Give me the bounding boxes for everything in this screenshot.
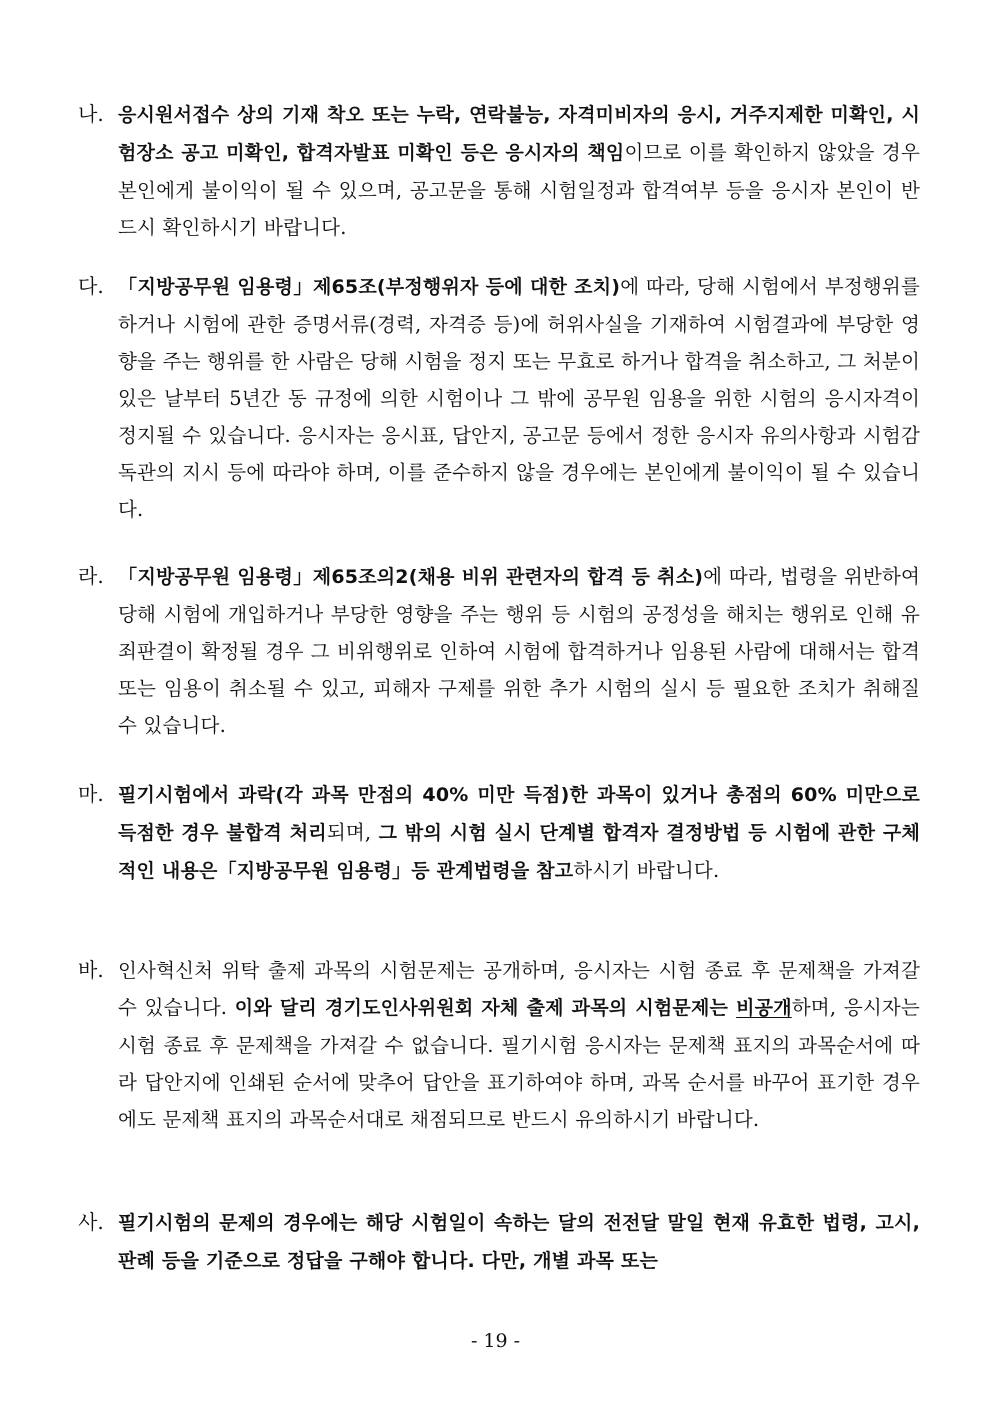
item-body bbox=[118, 558, 920, 744]
body-text: 하시기 바랍니다. bbox=[573, 859, 720, 882]
notice-item-ba bbox=[78, 952, 920, 1138]
body-text: 이므로 이를 확인하지 않았을 경우 본인에게 불이익이 될 수 있으며, 공고문을 통해 시험일정과 합격여부 등을 응시자 본인이 반드시 확인하시기 바랍니다. bbox=[118, 141, 920, 239]
bold-text: 그 밖의 시험 실시 단계별 합격자 결정방법 등 시험에 관한 구체적인 내용은「지방공무원 임용령」등 관계법령을 참고 bbox=[118, 822, 920, 882]
body-text: 에 따라, 법령을 위반하여 당해 시험에 개입하거나 부당한 영향을 주는 행위 등 시험의 공정성을 해치는 행위로 인해 유죄판결이 확정될 경우 그 비위행위로 인하여 시험에 합격하거나 임용된 사람에 대해서는 합격 또는 임용이 취소될 수 있고, 피해자 구제를 위한 추가 시험의 실시 등 필요한 조치가 취해질 수 있습니다. bbox=[118, 565, 920, 737]
notice-item-ra bbox=[78, 558, 920, 744]
bold-text: 필기시험의 문제의 경우에는 해당 시험일이 속하는 달의 전전달 말일 현재 유효한 법령, 고시, 판례 등을 기준으로 정답을 구해야 합니다. 다만, 개별 과목 또는 bbox=[118, 1212, 920, 1272]
item-body bbox=[118, 952, 920, 1138]
item-marker: 다. bbox=[78, 274, 104, 298]
item-marker: 라. bbox=[78, 564, 104, 588]
body-text: 에 따라, 당해 시험에서 부정행위를 하거나 시험에 관한 증명서류(경력, 자격증 등)에 허위사실을 기재하여 시험결과에 부당한 영향을 주는 행위를 한 사람은 당해 시험을 정지 또는 무효로 하거나 합격을 취소하고, 그 처분이 있은 날부터 5년간 동 규정에 의한 시험이나 그 밖에 공무원 임용을 위한 시험의 응시자격이 정지될 수 있습니다. 응시자는 응시표, 답안지, 공고문 등에서 정한 응시자 유의사항과 시험감독관의 지시 등에 따라야 하며, 이를 준수하지 않을 경우에는 본인에게 불이익이 될 수 있습니다. bbox=[118, 275, 920, 521]
underlined-bold-text: 비공개 bbox=[736, 997, 792, 1019]
item-marker: 나. bbox=[78, 102, 104, 126]
bold-text: 응시원서접수 상의 기재 착오 또는 누락, 연락불능, 자격미비자의 응시, 거주지제한 미확인, 시험장소 공고 미확인, 합격자발표 미확인 등은 응시자의 책임 bbox=[118, 104, 920, 164]
notice-item-na bbox=[78, 96, 920, 246]
item-body bbox=[118, 268, 920, 528]
notice-item-da bbox=[78, 268, 920, 528]
bold-text: 「지방공무원 임용령」제65조(부정행위자 등에 대한 조치) bbox=[118, 276, 621, 298]
item-body bbox=[118, 776, 920, 890]
notice-item-sa bbox=[78, 1204, 920, 1280]
item-marker: 마. bbox=[78, 782, 104, 806]
item-marker: 사. bbox=[78, 1210, 104, 1234]
item-body bbox=[118, 96, 920, 246]
body-text: 인사혁신처 위탁 출제 과목의 시험문제는 공개하며, 응시자는 시험 종료 후 문제책을 가져갈 수 있습니다. bbox=[118, 959, 920, 1019]
item-marker: 바. bbox=[78, 958, 104, 982]
bold-text: 이와 달리 경기도인사위원회 자체 출제 과목의 시험문제는 bbox=[234, 997, 737, 1019]
bold-text: 「지방공무원 임용령」제65조의2(채용 비위 관련자의 합격 등 취소) bbox=[118, 566, 704, 588]
bold-text: 필기시험에서 과락(각 과목 만점의 40% 미만 득점)한 과목이 있거나 총점의 60% 미만으로 득점한 경우 불합격 처리 bbox=[118, 784, 920, 844]
body-text: 하며, 응시자는 시험 종료 후 문제책을 가져갈 수 없습니다. 필기시험 응시자는 문제책 표지의 과목순서에 따라 답안지에 인쇄된 순서에 맞추어 답안을 표기하여야 하며, 과목 순서를 바꾸어 표기한 경우에도 문제책 표지의 과목순서대로 채점되므로 반드시 유의하시기 바랍니다. bbox=[118, 996, 920, 1131]
notice-item-ma bbox=[78, 776, 920, 890]
body-text: 되며, bbox=[326, 821, 379, 844]
item-body bbox=[118, 1204, 920, 1280]
page-number: - 19 - bbox=[470, 1330, 521, 1352]
